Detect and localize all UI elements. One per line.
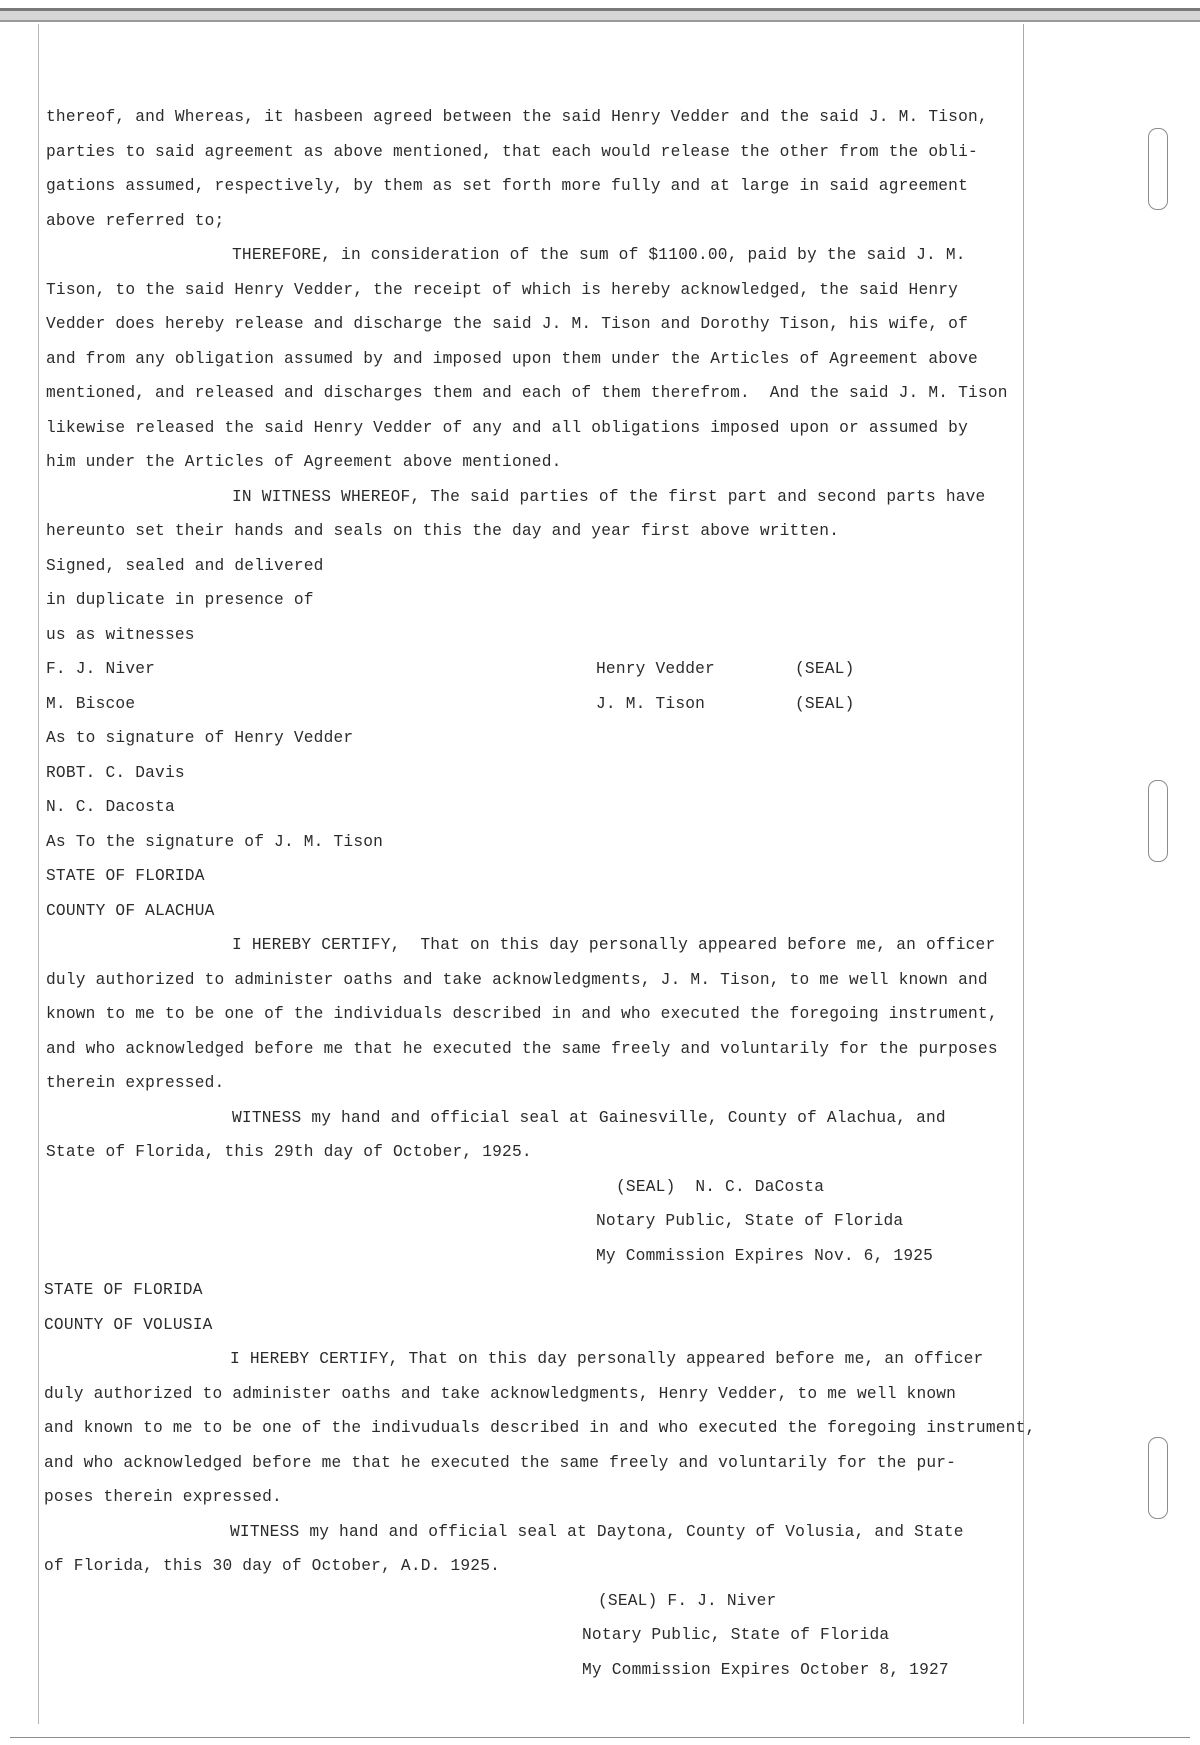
text-line: him under the Articles of Agreement above mentioned.: [46, 453, 562, 471]
text-line: and known to me to be one of the indivuduals described in and who executed the foregoing instrument,: [44, 1419, 1036, 1437]
venue-heading: COUNTY OF VOLUSIA: [44, 1316, 213, 1334]
venue-heading: STATE OF FLORIDA: [44, 1281, 203, 1299]
witness-signature: M. Biscoe: [46, 695, 136, 713]
text-line: State of Florida, this 29th day of October, 1925.: [46, 1143, 532, 1161]
text-line: therein expressed.: [46, 1074, 225, 1092]
top-border-rule: [0, 8, 1200, 22]
text-line: parties to said agreement as above mentioned, that each would release the other from the obli-: [46, 143, 978, 161]
text-line: mentioned, and released and discharges them and each of them therefrom. And the said J. M. Tison: [46, 384, 1008, 402]
text-line: Signed, sealed and delivered: [46, 557, 324, 575]
seal-label: (SEAL): [795, 695, 855, 713]
text-line: known to me to be one of the individuals described in and who executed the foregoing instrument,: [46, 1005, 998, 1023]
text-line: As to signature of Henry Vedder: [46, 729, 354, 747]
text-line: and from any obligation assumed by and imposed upon them under the Articles of Agreement above: [46, 350, 978, 368]
notary-commission: My Commission Expires Nov. 6, 1925: [596, 1247, 934, 1265]
text-line: us as witnesses: [46, 626, 195, 644]
seal-label: (SEAL): [795, 660, 855, 678]
text-line: Tison, to the said Henry Vedder, the receipt of which is hereby acknowledged, the said Henry: [46, 281, 959, 299]
binder-hole-middle: [1148, 780, 1168, 862]
text-line: gations assumed, respectively, by them as set forth more fully and at large in said agreement: [46, 177, 969, 195]
witness-signature: N. C. Dacosta: [46, 798, 175, 816]
text-line: duly authorized to administer oaths and take acknowledgments, Henry Vedder, to me well known: [44, 1385, 957, 1403]
text-line: Vedder does hereby release and discharge the said J. M. Tison and Dorothy Tison, his wife, of: [46, 315, 969, 333]
bottom-border-rule: [10, 1737, 1190, 1738]
text-line: thereof, and Whereas, it hasbeen agreed between the said Henry Vedder and the said J. M. Tison,: [46, 108, 988, 126]
text-line: IN WITNESS WHEREOF, The said parties of the first part and second parts have: [232, 488, 986, 506]
text-line: in duplicate in presence of: [46, 591, 314, 609]
text-line: likewise released the said Henry Vedder of any and all obligations imposed upon or assumed by: [46, 419, 969, 437]
venue-heading: COUNTY OF ALACHUA: [46, 902, 215, 920]
text-line: duly authorized to administer oaths and take acknowledgments, J. M. Tison, to me well known and: [46, 971, 988, 989]
venue-heading: STATE OF FLORIDA: [46, 867, 205, 885]
party-signature: Henry Vedder: [596, 660, 715, 678]
witness-signature: ROBT. C. Davis: [46, 764, 185, 782]
notary-title: Notary Public, State of Florida: [596, 1212, 904, 1230]
left-margin-line: [38, 24, 39, 1724]
text-line: I HEREBY CERTIFY, That on this day personally appeared before me, an officer: [232, 936, 996, 954]
binder-hole-bottom: [1148, 1437, 1168, 1519]
notary-signature: (SEAL) F. J. Niver: [598, 1592, 777, 1610]
binder-hole-top: [1148, 128, 1168, 210]
text-line: As To the signature of J. M. Tison: [46, 833, 384, 851]
text-line: hereunto set their hands and seals on this the day and year first above written.: [46, 522, 840, 540]
right-margin-line: [1023, 24, 1024, 1724]
text-line: I HEREBY CERTIFY, That on this day personally appeared before me, an officer: [230, 1350, 984, 1368]
text-line: of Florida, this 30 day of October, A.D. 1925.: [44, 1557, 501, 1575]
text-line: above referred to;: [46, 212, 225, 230]
text-line: WITNESS my hand and official seal at Daytona, County of Volusia, and State: [230, 1523, 964, 1541]
notary-signature: (SEAL) N. C. DaCosta: [616, 1178, 825, 1196]
notary-title: Notary Public, State of Florida: [582, 1626, 890, 1644]
text-line: THEREFORE, in consideration of the sum of $1100.00, paid by the said J. M.: [232, 246, 966, 264]
notary-commission: My Commission Expires October 8, 1927: [582, 1661, 949, 1679]
text-line: and who acknowledged before me that he executed the same freely and voluntarily for the purposes: [46, 1040, 998, 1058]
text-line: WITNESS my hand and official seal at Gainesville, County of Alachua, and: [232, 1109, 946, 1127]
witness-signature: F. J. Niver: [46, 660, 156, 678]
party-signature: J. M. Tison: [596, 695, 706, 713]
text-line: and who acknowledged before me that he executed the same freely and voluntarily for the pur-: [44, 1454, 957, 1472]
text-line: poses therein expressed.: [44, 1488, 282, 1506]
